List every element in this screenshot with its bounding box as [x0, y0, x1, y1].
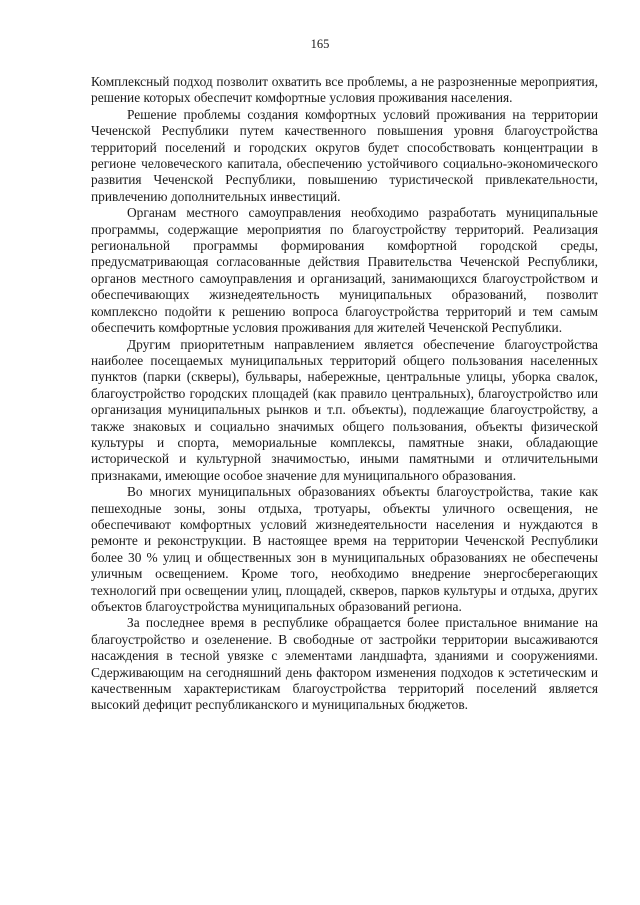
paragraph-priority-direction: Другим приоритетным направлением является обеспечение благоустройства наиболее посещаемых муниципальных территорий общего пользования населенных пунктов (парки (скверы), бульвары, набережные, центральные улицы, уборка свалок, благоустройство городских площадей (как правило центральных), благоустройство или организация муниципальных рынков и т.п. объекты), подлежащие благоустройству, а также знаковых и социально значимых общего пользования, объекты физической культуры и спорта, мемориальные комплексы, памятные знаки, обладающие исторической и культурной значимостью, иными памятными и отличительными признаками, имеющие особое значение для муниципального образования. — [91, 336, 598, 483]
paragraph-municipal-programs: Органам местного самоуправления необходимо разработать муниципальные программы, содержащие мероприятия по благоустройству территорий. Реализация региональной программы формирования комфортной городской среды, предусматривающая согласованные действия Правительства Чеченской Республики, органов местного самоуправления и организаций, занимающихся благоустройством и обеспечивающих жизнедеятельность муниципальных образований, позволит комплексно подойти к решению вопроса благоустройства территорий и тем самым обеспечить комфортные условия проживания для жителей Чеченской Республики. — [91, 205, 598, 336]
page-number: 165 — [310, 37, 330, 51]
paragraph-lighting-infrastructure: Во многих муниципальных образованиях объекты благоустройства, такие как пешеходные зоны, зоны отдыха, тротуары, объекты уличного освещения, не обеспечивают комфортных условий жизнедеятельности населения и нуждаются в ремонте и реконструкции. В настоящее время на территории Чеченской Республики более 30 % улиц и общественных зон в муниципальных образованиях не обеспечены уличным освещением. Кроме того, необходимо внедрение энергосберегающих технологий при освещении улиц, площадей, скверов, парков культуры и отдыха, других объектов благоустройства муниципальных образований региона. — [91, 484, 598, 614]
paragraph-continuation: Комплексный подход позволит охватить все проблемы, а не разрозненные мероприятия, решение которых обеспечит комфортные условия проживания населения. — [91, 74, 598, 106]
paragraph-landscaping-budget: За последнее время в республике обращается более пристальное внимание на благоустройство и озеленение. В свободные от застройки территории высаживаются насаждения в тесной увязке с элементами ландшафта, зданиями и сооружениями. Сдерживающим на сегодняшний день фактором изменения подходов к эстетическим и качественным характеристикам благоустройства территорий поселений является высокий дефицит республиканского и муниципальных бюджетов. — [91, 615, 598, 713]
document-body — [91, 74, 598, 714]
paragraph-problem-solution: Решение проблемы создания комфортных условий проживания на территории Чеченской Республики путем качественного повышения уровня благоустройства территорий поселений и городских округов будет способствовать концентрации в регионе человеческого капитала, обеспечению устойчивого социально-экономического развития Чеченской Республики, повышению туристической привлекательности, привлечению дополнительных инвестиций. — [91, 106, 598, 204]
